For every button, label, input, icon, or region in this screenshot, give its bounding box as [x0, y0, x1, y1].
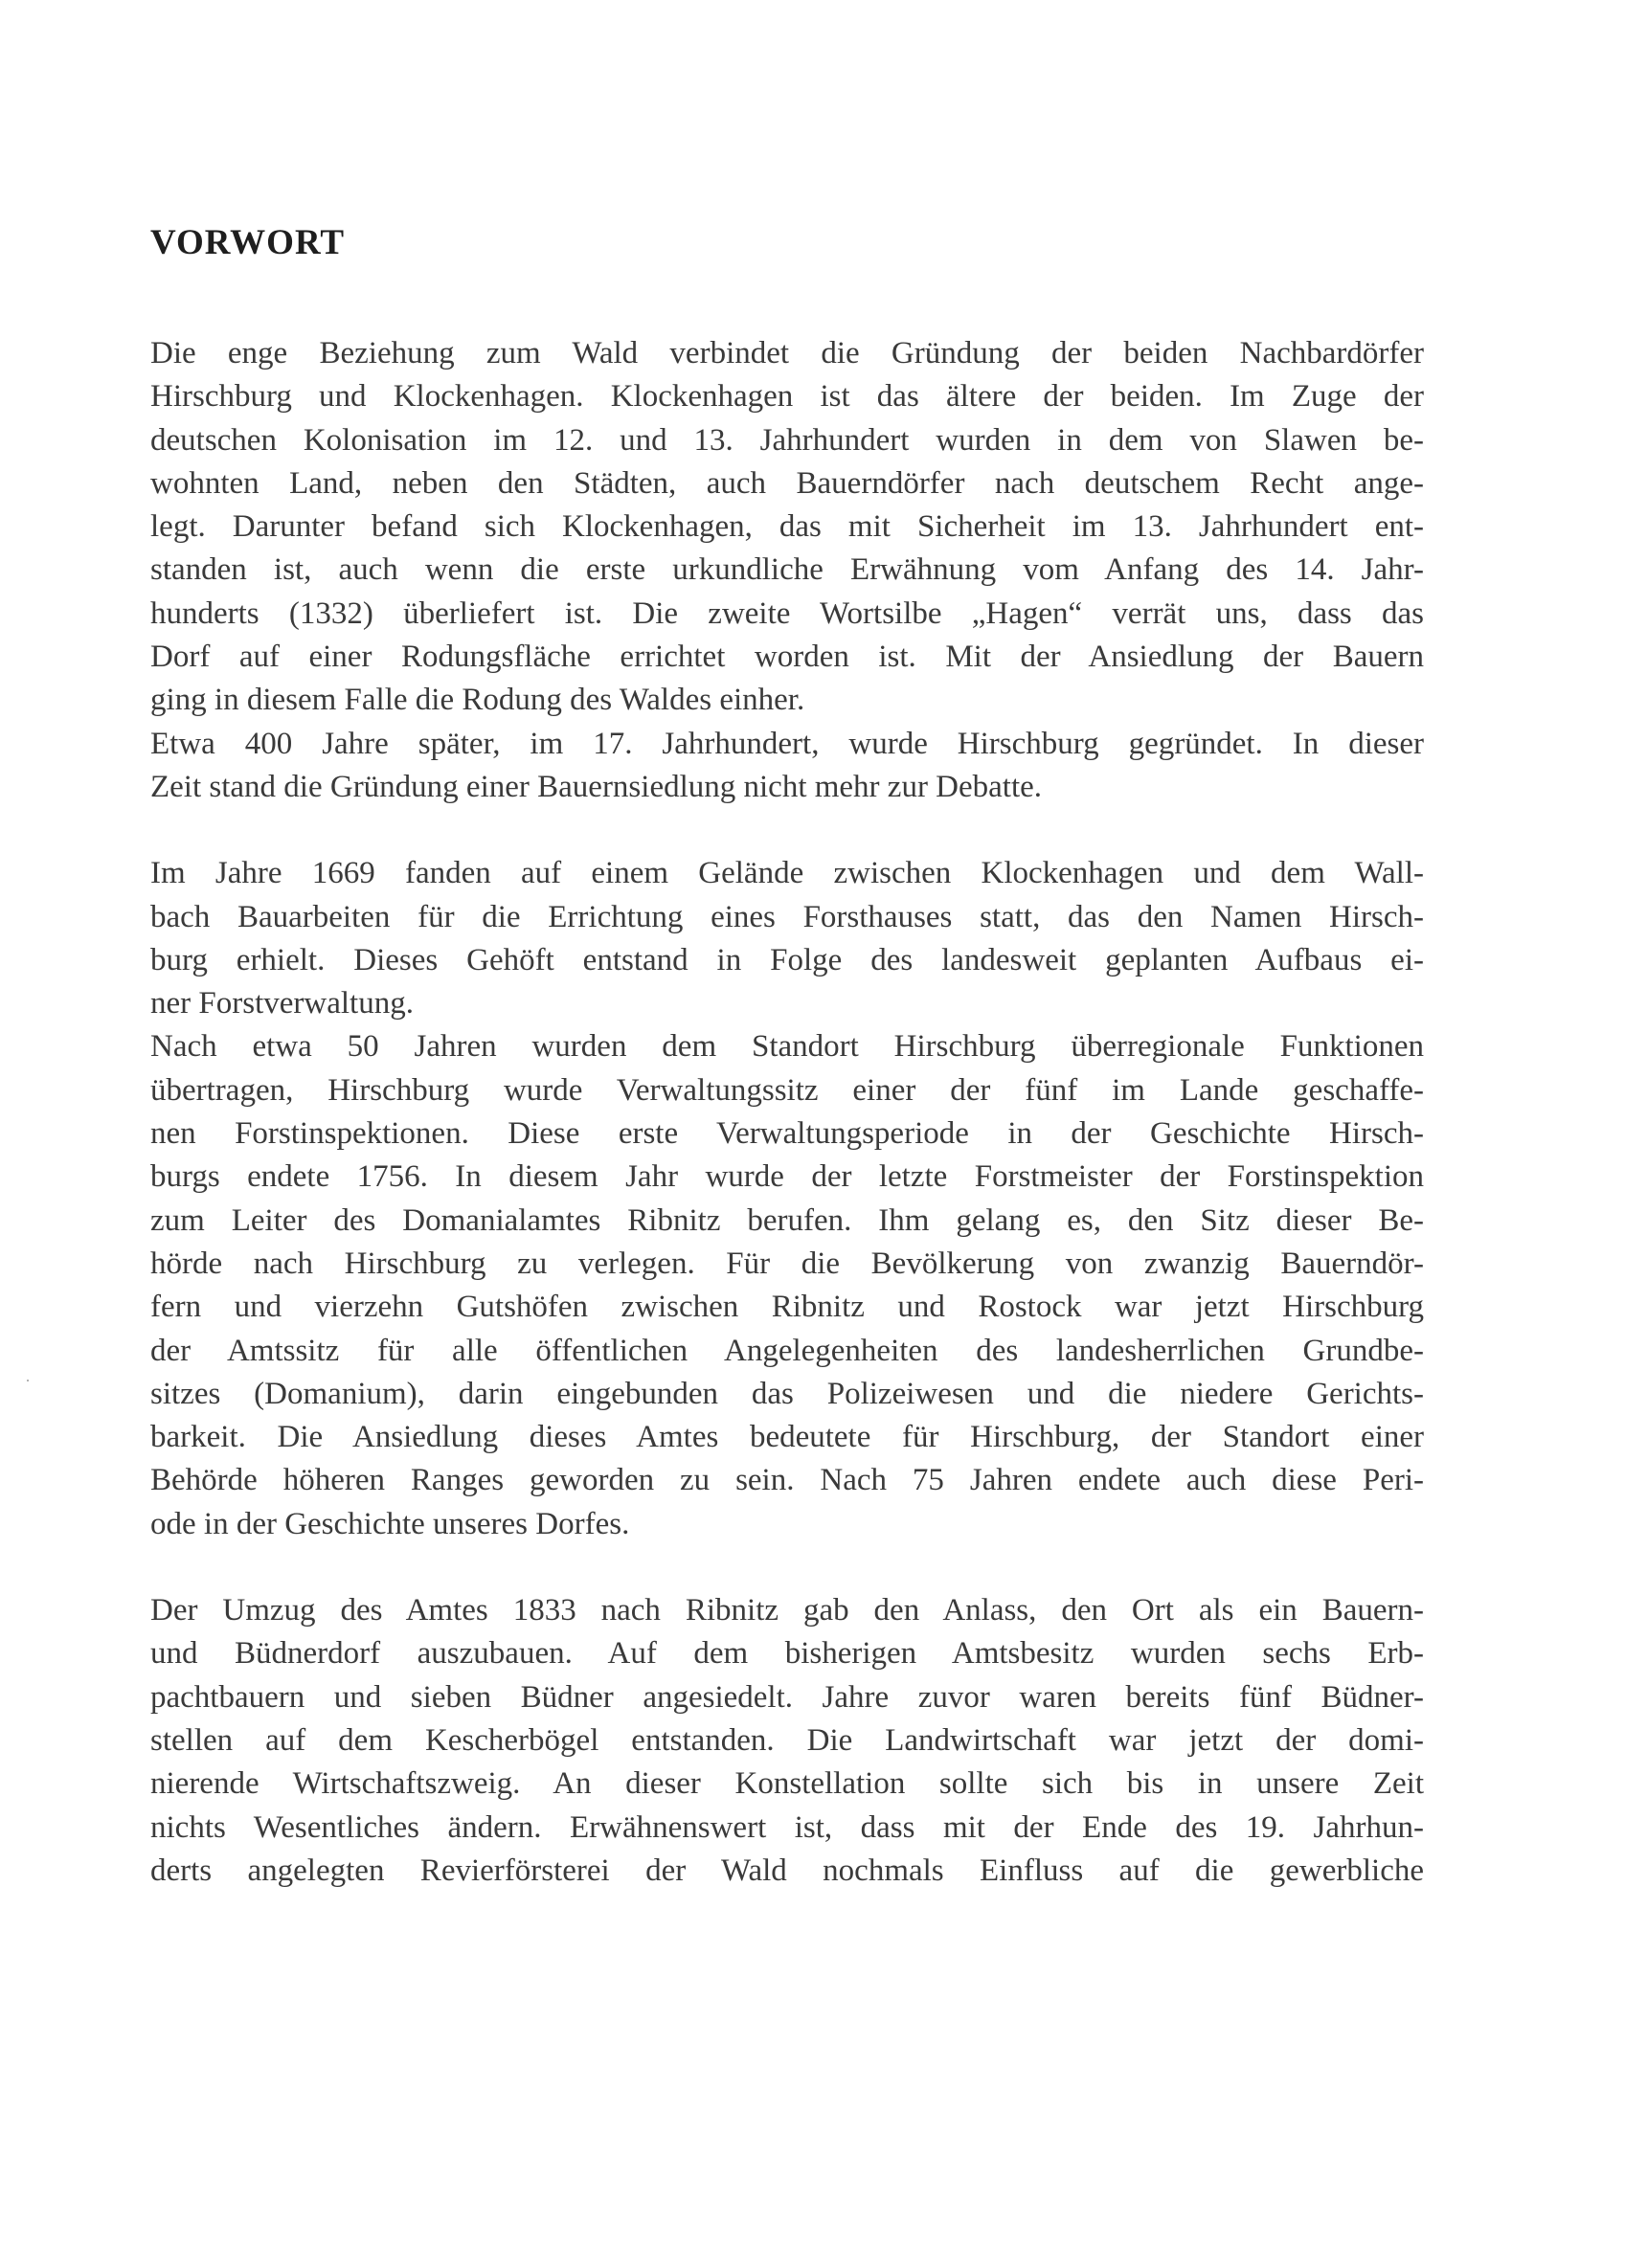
text-line: Im Jahre 1669 fanden auf einem Gelände zwischen Klockenhagen und dem Wall-	[150, 856, 1424, 891]
text-line: der Amtssitz für alle öffentlichen Angelegenheiten des landesherrlichen Grundbe-	[150, 1333, 1424, 1368]
text-line: Dorf auf einer Rodungsfläche errichtet worden ist. Mit der Ansiedlung der Bauern	[150, 640, 1424, 675]
text-line: deutschen Kolonisation im 12. und 13. Jahrhundert wurden in dem von Slawen be-	[150, 422, 1424, 458]
text-line: sitzes (Domanium), darin eingebunden das Polizeiwesen und die niedere Gerichts-	[150, 1376, 1424, 1411]
text-line: hunderts (1332) überliefert ist. Die zweite Wortsilbe „Hagen“ verrät uns, dass das	[150, 595, 1424, 631]
page-content	[150, 216, 1424, 1893]
page-title: VORWORT	[150, 223, 346, 262]
text-line: stellen auf dem Kescherbögel entstanden. Die Landwirtschaft war jetzt der domi-	[150, 1722, 1424, 1758]
text-line: burg erhielt. Dieses Gehöft entstand in Folge des landesweit geplanten Aufbaus ei-	[150, 942, 1424, 977]
text-line: ner Forstverwaltung.	[150, 986, 414, 1022]
text-line: legt. Darunter befand sich Klockenhagen, das mit Sicherheit im 13. Jahrhundert ent-	[150, 509, 1424, 545]
paragraph	[150, 332, 1424, 809]
text-line: burgs endete 1756. In diesem Jahr wurde der letzte Forstmeister der Forstinspektion	[150, 1159, 1424, 1195]
text-line: bach Bauarbeiten für die Errichtung eines Forsthauses statt, das den Namen Hirsch-	[150, 899, 1424, 934]
text-line: übertragen, Hirschburg wurde Verwaltungssitz einer der fünf im Lande geschaffe-	[150, 1072, 1424, 1108]
text-line: nichts Wesentliches ändern. Erwähnenswert ist, dass mit der Ende des 19. Jahrhun-	[150, 1809, 1424, 1845]
paragraph-gap	[150, 1546, 1424, 1589]
text-line: Die enge Beziehung zum Wald verbindet die Gründung der beiden Nachbardörfer	[150, 336, 1424, 371]
text-line: nen Forstinspektionen. Diese erste Verwaltungsperiode in der Geschichte Hirsch-	[150, 1116, 1424, 1152]
text-line: hörde nach Hirschburg zu verlegen. Für die Bevölkerung von zwanzig Bauerndör-	[150, 1246, 1424, 1281]
text-line: Nach etwa 50 Jahren wurden dem Standort Hirschburg überregionale Funktionen	[150, 1029, 1424, 1065]
paragraph	[150, 852, 1424, 1546]
text-line: Etwa 400 Jahre später, im 17. Jahrhundert, wurde Hirschburg gegründet. In dieser	[150, 726, 1424, 761]
text-line: ging in diesem Falle die Rodung des Waldes einher.	[150, 683, 805, 718]
text-line: ode in der Geschichte unseres Dorfes.	[150, 1506, 630, 1541]
text-line: fern und vierzehn Gutshöfen zwischen Ribnitz und Rostock war jetzt Hirschburg	[150, 1290, 1424, 1325]
text-line: nierende Wirtschaftszweig. An dieser Konstellation sollte sich bis in unsere Zeit	[150, 1766, 1424, 1802]
text-line: barkeit. Die Ansiedlung dieses Amtes bedeutete für Hirschburg, der Standort einer	[150, 1420, 1424, 1455]
text-line: Hirschburg und Klockenhagen. Klockenhagen ist das ältere der beiden. Im Zuge der	[150, 379, 1424, 415]
text-line: Zeit stand die Gründung einer Bauernsiedlung nicht mehr zur Debatte.	[150, 769, 1043, 804]
paragraph	[150, 1589, 1424, 1893]
scan-speck	[27, 1380, 29, 1381]
text-line: wohnten Land, neben den Städten, auch Bauerndörfer nach deutschem Recht ange-	[150, 465, 1424, 501]
text-line: derts angelegten Revierförsterei der Wald nochmals Einfluss auf die gewerbliche	[150, 1853, 1424, 1888]
text-line: pachtbauern und sieben Büdner angesiedelt. Jahre zuvor waren bereits fünf Büdner-	[150, 1679, 1424, 1715]
text-line: und Büdnerdorf auszubauen. Auf dem bisherigen Amtsbesitz wurden sechs Erb-	[150, 1636, 1424, 1672]
paragraph-gap	[150, 809, 1424, 852]
text-line: Der Umzug des Amtes 1833 nach Ribnitz gab den Anlass, den Ort als ein Bauern-	[150, 1593, 1424, 1628]
text-line: Behörde höheren Ranges geworden zu sein. Nach 75 Jahren endete auch diese Peri-	[150, 1463, 1424, 1498]
text-body	[150, 332, 1424, 1893]
text-line: standen ist, auch wenn die erste urkundliche Erwähnung vom Anfang des 14. Jahr-	[150, 552, 1424, 588]
text-line: zum Leiter des Domanialamtes Ribnitz berufen. Ihm gelang es, den Sitz dieser Be-	[150, 1202, 1424, 1238]
